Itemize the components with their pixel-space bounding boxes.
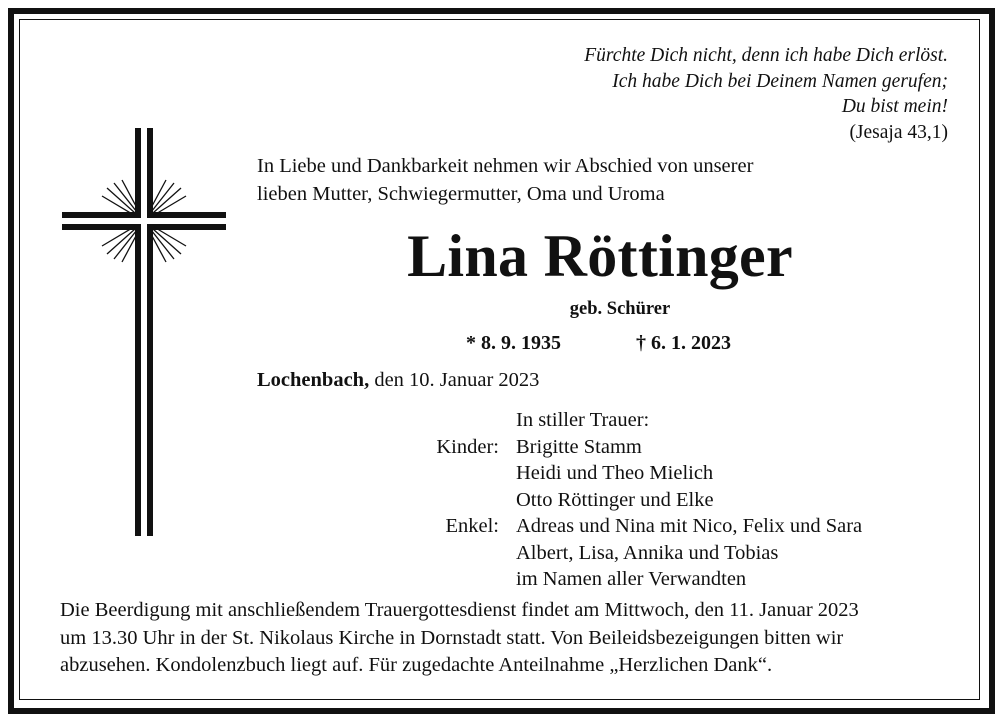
place-name: Lochenbach, bbox=[257, 369, 370, 391]
funeral-line-1: Die Beerdigung mit anschließendem Trauergottesdienst findet am Mittwoch, den 11. Januar 2023 bbox=[60, 599, 859, 621]
bible-verse bbox=[584, 43, 948, 145]
notice-date: den 10. Januar 2023 bbox=[369, 369, 540, 391]
list-item bbox=[380, 460, 862, 487]
verse-line-3: Du bist mein! bbox=[841, 96, 948, 117]
list-item bbox=[380, 407, 862, 434]
children-label: Kinder: bbox=[436, 435, 499, 458]
maiden-name: geb. Schürer bbox=[569, 299, 671, 319]
verse-line-2: Ich habe Dich bei Deinem Namen gerufen; bbox=[612, 70, 948, 92]
funeral-line-3: abzusehen. Kondolenzbuch liegt auf. Für zugedachte Anteilnahme „Herzlichen Dank“. bbox=[60, 654, 773, 676]
child-name: Brigitte Stamm bbox=[516, 435, 642, 458]
cross-with-rays-icon bbox=[62, 128, 226, 536]
relatives-line: im Namen aller Verwandten bbox=[516, 568, 747, 590]
intro-line-1: In Liebe und Dankbarkeit nehmen wir Abschied von unserer bbox=[257, 155, 754, 177]
place-and-date bbox=[257, 366, 539, 394]
funeral-line-2: um 13.30 Uhr in der St. Nikolaus Kirche in Dornstadt statt. Von Beileidsbezeigungen bitten wir bbox=[60, 626, 844, 649]
verse-reference: (Jesaja 43,1) bbox=[849, 121, 948, 143]
intro-text bbox=[257, 152, 753, 208]
list-item bbox=[380, 566, 862, 593]
funeral-details bbox=[60, 597, 859, 680]
child-name: Otto Röttinger und Elke bbox=[516, 488, 714, 511]
verse-line-1: Fürchte Dich nicht, denn ich habe Dich erlöst. bbox=[584, 45, 948, 66]
grandchildren-label: Enkel: bbox=[445, 515, 499, 537]
deceased-name: Lina Röttinger bbox=[407, 223, 793, 289]
mourning-heading: In stiller Trauer: bbox=[516, 409, 650, 431]
mourners-list bbox=[380, 407, 862, 593]
grandchild-name: Albert, Lisa, Annika und Tobias bbox=[516, 541, 779, 564]
grandchild-name: Adreas und Nina mit Nico, Felix und Sara bbox=[516, 515, 863, 537]
death-date: † 6. 1. 2023 bbox=[636, 332, 731, 354]
list-item bbox=[380, 434, 862, 461]
list-item bbox=[380, 487, 862, 514]
intro-line-2: lieben Mutter, Schwiegermutter, Oma und Uroma bbox=[257, 183, 665, 205]
list-item bbox=[380, 540, 862, 567]
birth-date: * 8. 9. 1935 bbox=[466, 332, 561, 354]
list-item bbox=[380, 513, 862, 540]
child-name: Heidi und Theo Mielich bbox=[516, 462, 714, 484]
